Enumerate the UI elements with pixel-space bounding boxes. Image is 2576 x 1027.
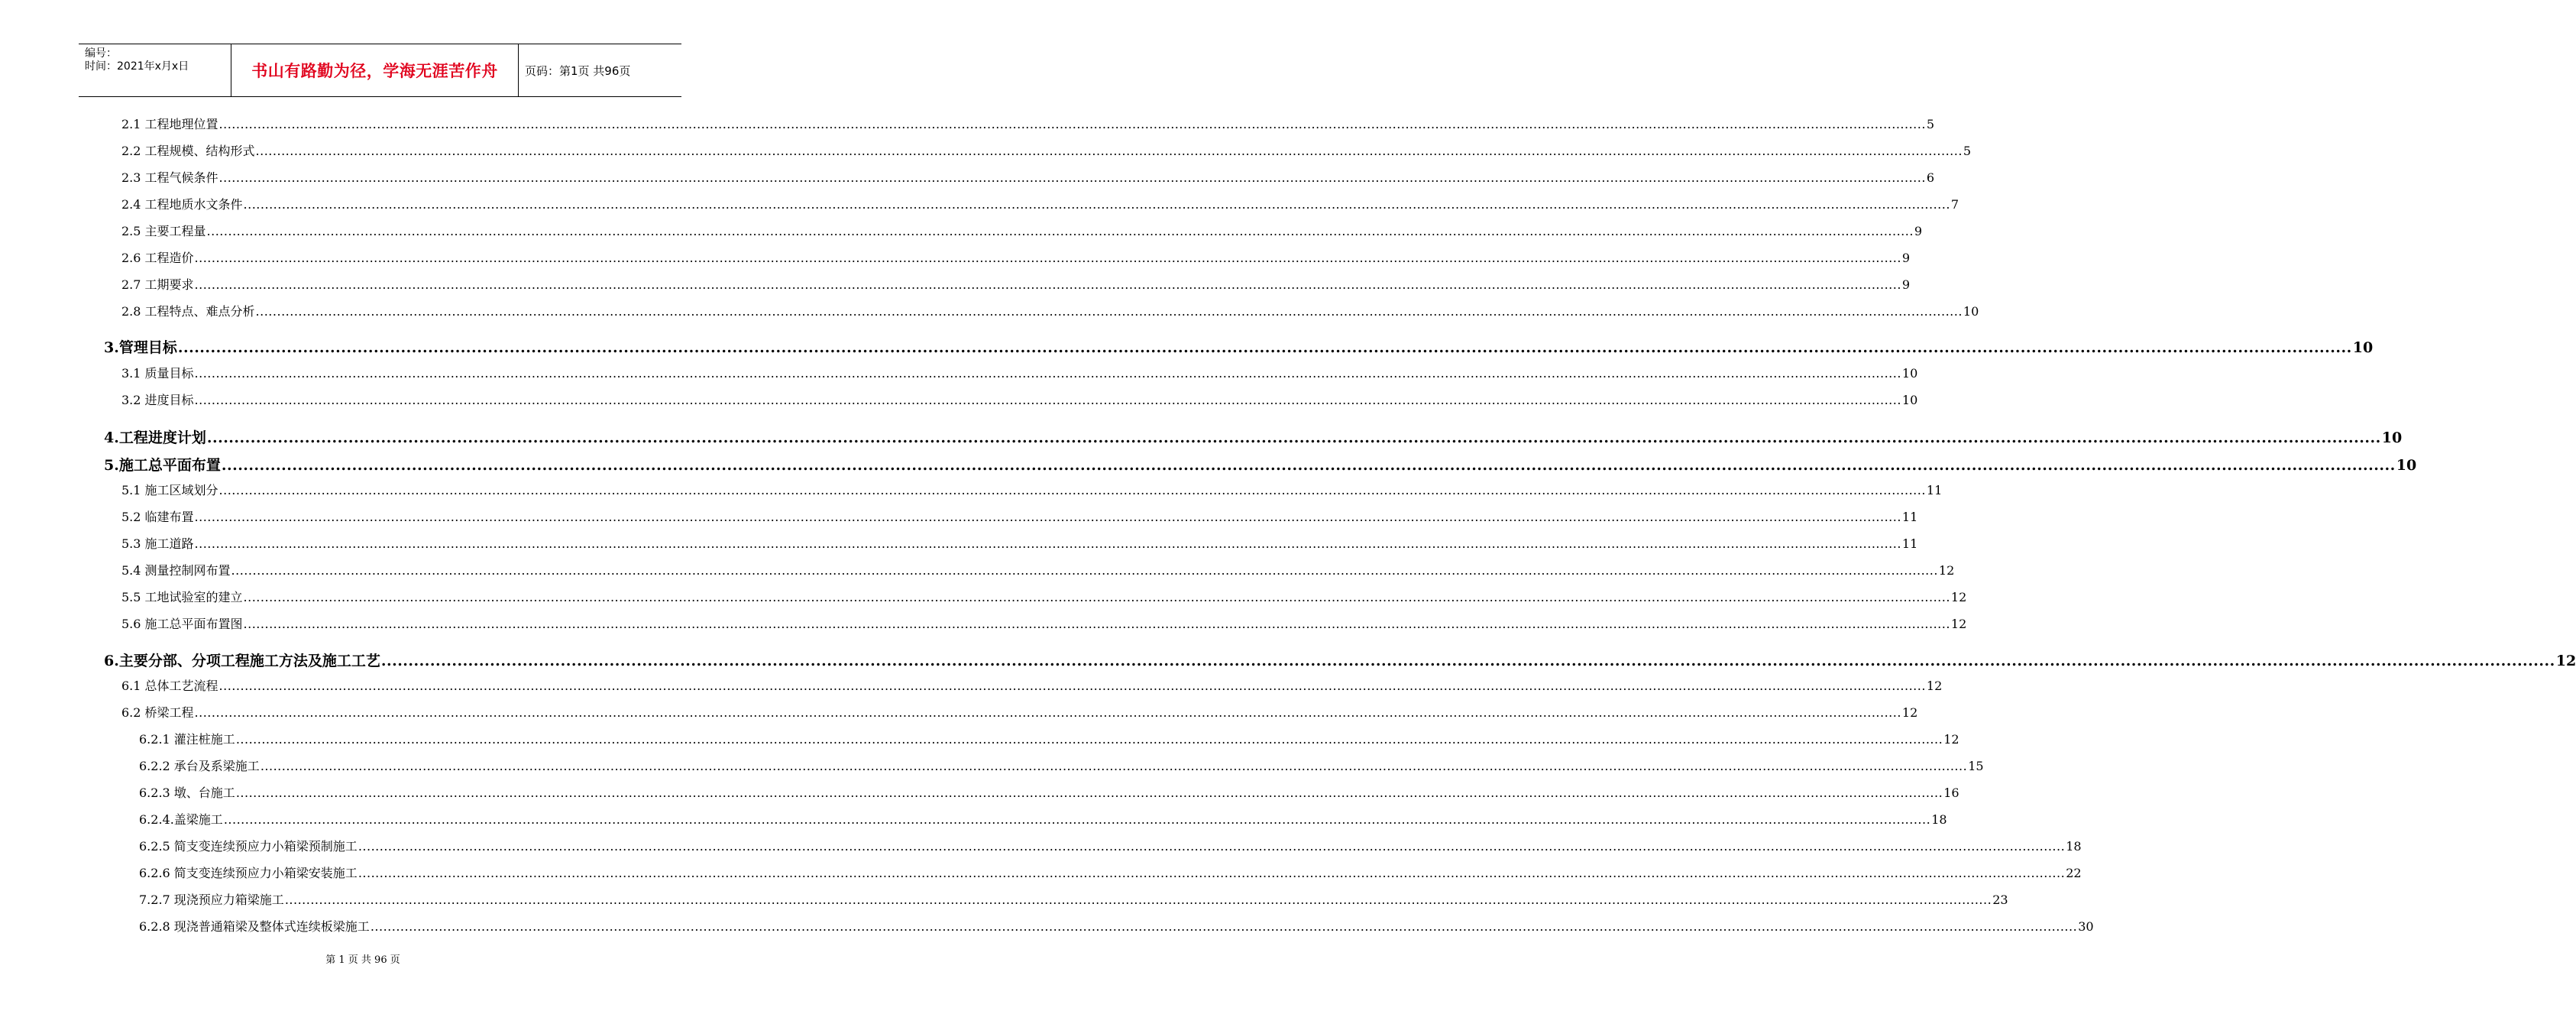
toc-entry-page: 7 [1950,197,1960,212]
toc-entry-title: 5.3 施工道路 [121,536,194,551]
toc-leader-dots: ................................................................................................................................................................................................................................................................................................................................................................................................................ [194,277,1901,292]
toc-entry[interactable] [121,168,1935,186]
toc-entry[interactable] [139,810,1947,828]
toc-leader-dots: ................................................................................................................................................................................................................................................................................................................................................................................................................ [243,590,1950,604]
toc-entry-title: 5.2 临建布置 [121,510,194,524]
toc-entry-page: 11 [1926,483,1943,497]
toc-entry-title: 2.4 工程地质水文条件 [121,197,243,212]
toc-entry-page: 22 [2066,866,2082,880]
toc-entry[interactable] [139,917,2094,935]
toc-leader-dots: ................................................................................................................................................................................................................................................................................................................................................................................................................ [223,812,1931,827]
toc-entry[interactable] [104,650,2576,670]
toc-entry[interactable] [121,507,1918,525]
toc-leader-dots: ................................................................................................................................................................................................................................................................................................................................................................................................................ [218,679,1926,693]
toc-entry-title: 2.3 工程气候条件 [121,170,218,185]
toc-entry-title: 6.2.5 简支变连续预应力小箱梁预制施工 [139,839,358,854]
toc-leader-dots: ................................................................................................................................................................................................................................................................................................................................................................................................................ [358,866,2066,880]
toc-entry-page: 12 [1901,705,1918,720]
toc-leader-dots: ................................................................................................................................................................................................................................................................................................................................................................................................................ [194,393,1901,407]
toc-entry-page: 12 [1938,563,1955,578]
toc-entry-title: 2.2 工程规模、结构形式 [121,144,255,158]
toc-entry[interactable] [139,756,1984,774]
toc-leader-dots: ................................................................................................................................................................................................................................................................................................................................................................................................................ [255,144,1963,158]
toc-entry-title: 6.1 总体工艺流程 [121,679,218,693]
toc-entry-page: 12 [1943,732,1960,747]
toc-entry[interactable] [139,783,1960,801]
toc-entry-page: 12 [2555,653,2576,669]
toc-entry-title: 2.7 工期要求 [121,277,194,292]
header-time-label: 时间：2021年x月x日 [85,60,189,73]
toc-entry-title: 2.8 工程特点、难点分析 [121,304,255,319]
toc-leader-dots: ................................................................................................................................................................................................................................................................................................................................................................................................................ [235,786,1943,800]
page-header [79,44,681,97]
toc-entry[interactable] [121,561,1955,578]
toc-leader-dots: ................................................................................................................................................................................................................................................................................................................................................................................................................ [194,510,1901,524]
toc-entry[interactable] [104,426,2403,447]
toc-leader-dots: ................................................................................................................................................................................................................................................................................................................................................................................................................ [206,429,2381,446]
toc-entry[interactable] [121,703,1918,721]
toc-leader-dots: ................................................................................................................................................................................................................................................................................................................................................................................................................ [194,251,1901,265]
toc-entry-page: 12 [1926,679,1943,693]
toc-leader-dots: ................................................................................................................................................................................................................................................................................................................................................................................................................ [206,224,1914,238]
toc-leader-dots: ................................................................................................................................................................................................................................................................................................................................................................................................................ [218,483,1926,497]
toc-entry-page: 9 [1914,224,1923,238]
toc-leader-dots: ................................................................................................................................................................................................................................................................................................................................................................................................................ [194,705,1901,720]
toc-entry[interactable] [121,248,1911,266]
toc-entry[interactable] [139,863,2082,881]
toc-entry[interactable] [121,222,1923,239]
toc-entry-title: 6.2.2 承台及系梁施工 [139,759,260,773]
toc-entry-page: 10 [1901,366,1918,381]
toc-entry-title: 6.2.1 灌注桩施工 [139,732,235,747]
toc-entry[interactable] [121,195,1960,212]
toc-leader-dots: ................................................................................................................................................................................................................................................................................................................................................................................................................ [194,366,1901,381]
toc-entry[interactable] [121,534,1918,552]
toc-entry-title: 6.主要分部、分项工程施工方法及施工工艺 [104,653,380,669]
toc-entry[interactable] [104,336,2374,357]
toc-leader-dots: ................................................................................................................................................................................................................................................................................................................................................................................................................ [243,617,1950,631]
toc-entry-page: 18 [2066,839,2082,854]
toc-entry-title: 5.6 施工总平面布置图 [121,617,243,631]
toc-entry-title: 3.管理目标 [104,339,177,356]
toc-leader-dots: ................................................................................................................................................................................................................................................................................................................................................................................................................ [370,919,2078,934]
toc-entry-title: 5.1 施工区域划分 [121,483,218,497]
toc-leader-dots: ................................................................................................................................................................................................................................................................................................................................................................................................................ [243,197,1950,212]
toc-entry-title: 6.2 桥梁工程 [121,705,194,720]
toc-entry-page: 9 [1901,251,1911,265]
toc-entry[interactable] [139,730,1960,747]
toc-entry-title: 4.工程进度计划 [104,429,206,446]
toc-entry-page: 10 [1963,304,1979,319]
toc-entry-title: 7.2.7 现浇预应力箱梁施工 [139,893,284,907]
header-meta [79,44,231,96]
toc-leader-dots: ................................................................................................................................................................................................................................................................................................................................................................................................................ [235,732,1943,747]
toc-entry-title: 2.6 工程造价 [121,251,194,265]
toc-entry-page: 11 [1901,510,1918,524]
toc-entry-page: 10 [1901,393,1918,407]
toc-leader-dots: ................................................................................................................................................................................................................................................................................................................................................................................................................ [284,893,1992,907]
header-page-info: 页码：第1页 共96页 [525,63,631,78]
toc-entry[interactable] [121,364,1918,381]
toc-leader-dots: ................................................................................................................................................................................................................................................................................................................................................................................................................ [177,339,2352,356]
toc-entry[interactable] [139,837,2082,854]
toc-entry-title: 2.1 工程地理位置 [121,117,218,131]
toc-entry-page: 11 [1901,536,1918,551]
toc-leader-dots: ................................................................................................................................................................................................................................................................................................................................................................................................................ [358,839,2066,854]
toc-entry-title: 6.2.8 现浇普通箱梁及整体式连续板梁施工 [139,919,370,934]
toc-entry-page: 6 [1926,170,1935,185]
toc-entry[interactable] [121,390,1918,408]
toc-entry-page: 16 [1943,786,1960,800]
toc-entry[interactable] [121,614,1967,632]
toc-entry-title: 5.施工总平面布置 [104,457,221,474]
toc-leader-dots: ................................................................................................................................................................................................................................................................................................................................................................................................................ [218,170,1926,185]
toc-leader-dots: ................................................................................................................................................................................................................................................................................................................................................................................................................ [231,563,1938,578]
toc-entry-page: 12 [1950,617,1967,631]
toc-leader-dots: ................................................................................................................................................................................................................................................................................................................................................................................................................ [260,759,1968,773]
header-code-label: 编号： [85,47,117,60]
toc-leader-dots: ................................................................................................................................................................................................................................................................................................................................................................................................................ [218,117,1926,131]
toc-entry-page: 30 [2078,919,2094,934]
toc-entry-title: 6.2.4.盖梁施工 [139,812,223,827]
toc-entry-title: 3.1 质量目标 [121,366,194,381]
toc-entry-page: 10 [2352,339,2374,356]
toc-entry-page: 23 [1992,893,2008,907]
toc-entry[interactable] [121,275,1911,293]
toc-entry[interactable] [121,481,1943,498]
toc-leader-dots: ................................................................................................................................................................................................................................................................................................................................................................................................................ [255,304,1963,319]
toc-leader-dots: ................................................................................................................................................................................................................................................................................................................................................................................................................ [221,457,2396,474]
toc-entry-page: 10 [2381,429,2403,446]
page-footer: 第 1 页 共 96 页 [325,954,400,966]
toc-entry-page: 15 [1968,759,1984,773]
header-motto: 书山有路勤为径，学海无涯苦作舟 [231,44,519,96]
toc-entry[interactable] [121,676,1943,694]
toc-entry[interactable] [121,302,1979,319]
toc-leader-dots: ................................................................................................................................................................................................................................................................................................................................................................................................................ [380,653,2555,669]
toc-entry-page: 12 [1950,590,1967,604]
toc-entry-title: 5.5 工地试验室的建立 [121,590,243,604]
toc-entry-title: 6.2.6 简支变连续预应力小箱梁安装施工 [139,866,358,880]
toc-entry-title: 5.4 测量控制网布置 [121,563,231,578]
toc-entry-page: 9 [1901,277,1911,292]
toc-leader-dots: ................................................................................................................................................................................................................................................................................................................................................................................................................ [194,536,1901,551]
toc-entry[interactable] [139,890,2008,908]
toc-entry-page: 10 [2396,457,2417,474]
toc-entry-page: 5 [1963,144,1972,158]
toc-entry-title: 2.5 主要工程量 [121,224,206,238]
toc-entry[interactable] [121,588,1967,605]
toc-entry-title: 6.2.3 墩、台施工 [139,786,235,800]
toc-entry-title: 3.2 进度目标 [121,393,194,407]
toc-entry-page: 5 [1926,117,1935,131]
toc-entry[interactable] [104,454,2417,475]
toc-entry[interactable] [121,115,1935,132]
toc-entry-page: 18 [1931,812,1947,827]
toc-entry[interactable] [121,141,1972,159]
